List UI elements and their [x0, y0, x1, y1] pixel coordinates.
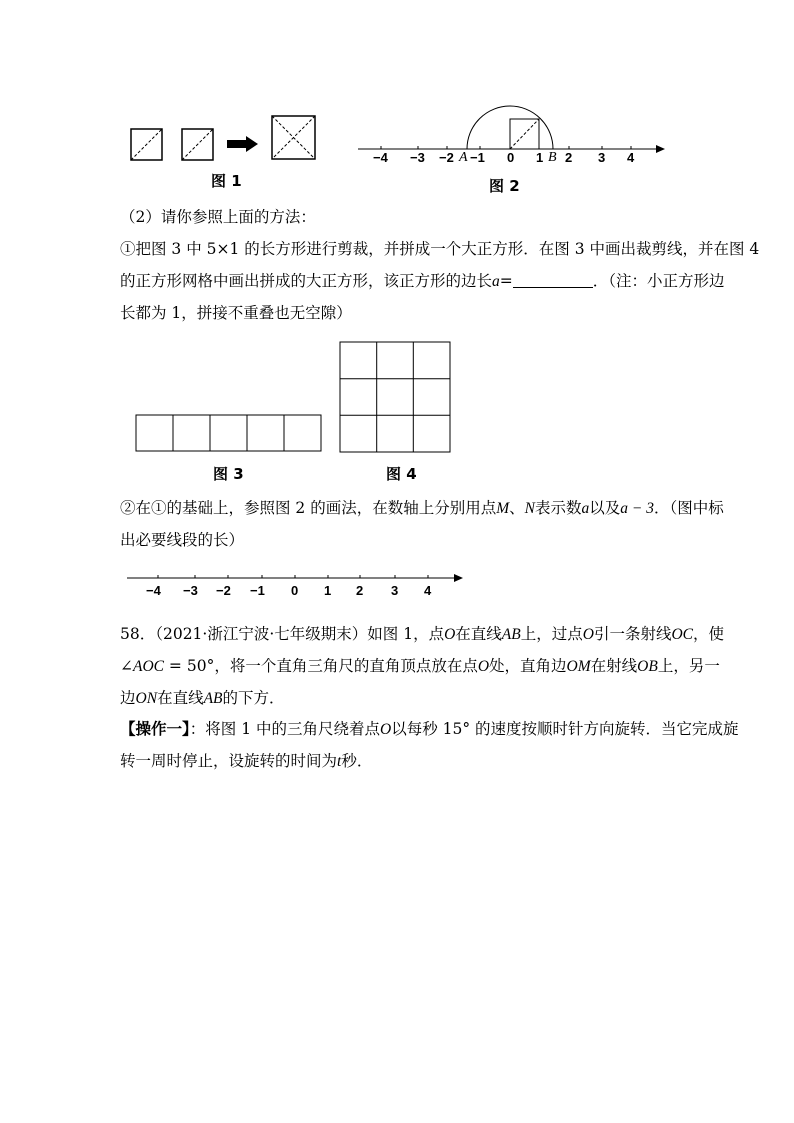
fig2-point-b: B	[548, 150, 557, 165]
fig1-square-2	[182, 129, 213, 160]
figure-4	[338, 340, 453, 455]
axis-tick-label: 3	[391, 583, 399, 598]
fig2-tick-label: −1	[470, 150, 485, 165]
q1-line-1: ①把图 3 中 5×1 的长方形进行剪裁，并拼成一个大正方形．在图 3 中画出裁剪线，并在图 4	[120, 240, 760, 258]
arrow-right-icon	[227, 136, 258, 152]
fig2-tick-label: 3	[598, 150, 606, 165]
fig2-tick-label: −2	[439, 150, 454, 165]
axis-tick-label: −3	[183, 583, 198, 598]
axis-tick-label: 2	[356, 583, 364, 598]
fig1-big-square	[272, 116, 315, 159]
axis-tick-label: 1	[324, 583, 332, 598]
fig2-tick-label: 1	[536, 150, 544, 165]
q58-line-2: ∠AOC = 50°，将一个直角三角尺的直角顶点放在点O处，直角边OM在射线OB上，另一	[120, 657, 720, 675]
q58-line-3: 边ON在直线AB的下方．	[120, 689, 285, 707]
fig1-caption: 图 1	[211, 172, 242, 190]
axis-tick-label: 4	[424, 583, 432, 598]
answer-blank[interactable]	[513, 273, 593, 288]
axis-tick-label: 0	[291, 583, 299, 598]
fig2-tick-label: 4	[627, 150, 635, 165]
fig4-caption: 图 4	[386, 465, 417, 483]
part2-intro: （2）请你参照上面的方法：	[120, 208, 316, 226]
fig3-caption: 图 3	[213, 465, 244, 483]
fig2-diagonal	[510, 119, 539, 149]
fig2-caption: 图 2	[489, 177, 520, 195]
axis-tick-label: −1	[250, 583, 265, 598]
q2-line-1: ②在①的基础上，参照图 2 的画法，在数轴上分别用点M、N表示数a以及a − 3．（图中标	[120, 499, 724, 517]
q58-line-1: 58．（2021·浙江宁波·七年级期末）如图 1，点O在直线AB上，过点O引一条射线OC，使	[120, 625, 725, 643]
fig2-tick-label: −4	[373, 150, 388, 165]
q2-line-2: 出必要线段的长）	[120, 531, 245, 549]
figure-3	[134, 413, 324, 453]
fig1-square-1	[131, 129, 162, 160]
fig2-axis-arrow-icon	[656, 145, 665, 153]
fig2-tick-label: −3	[410, 150, 425, 165]
fig2-tick-label: 0	[507, 150, 515, 165]
axis-tick-label: −2	[216, 583, 231, 598]
q1-line-3: 长都为 1，拼接不重叠也无空隙）	[120, 304, 352, 322]
operation-1-label: 【操作一】	[120, 719, 190, 738]
q58-operation-1: 【操作一】：将图 1 中的三角尺绕着点O以每秒 15° 的速度按顺时针方向旋转．当它完成旋	[120, 719, 739, 738]
fig2-point-a: A	[459, 150, 468, 165]
figure-1	[128, 112, 328, 162]
q1-line-2: 的正方形网格中画出拼成的大正方形，该正方形的边长a= ．（注：小正方形边	[120, 272, 725, 290]
fig2-tick-label: 2	[565, 150, 573, 165]
number-line-arrow-icon	[454, 574, 463, 582]
axis-tick-label: −4	[146, 583, 161, 598]
q58-line-5: 转一周时停止，设旋转的时间为t秒．	[120, 752, 373, 770]
